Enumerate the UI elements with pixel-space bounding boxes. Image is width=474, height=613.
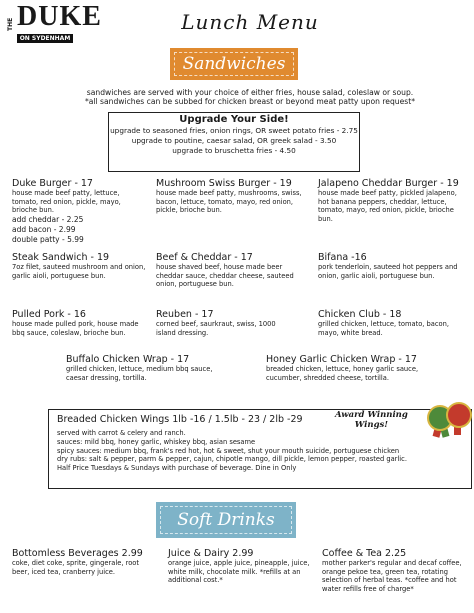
upgrade-heading: Upgrade Your Side! bbox=[179, 114, 289, 125]
drink-name: Juice & Dairy 2.99 bbox=[168, 548, 254, 559]
upgrade-line-1: upgrade to seasoned fries, onion rings, OR sweet potato fries - 2.75 bbox=[110, 126, 358, 135]
item-description: breaded chicken, lettuce, honey garlic sauce, cucumber, shredded cheese, tortilla. bbox=[266, 365, 419, 382]
item-description: house made beef patty, lettuce, tomato, red onion, pickle, mayo, brioche bun. bbox=[12, 189, 121, 215]
item-description: grilled chicken, lettuce, tomato, bacon, mayo, white bread. bbox=[318, 320, 450, 337]
item-description: house made pulled pork, house made bbq sauce, coleslaw, brioche bun. bbox=[12, 320, 139, 337]
menu-item-reuben bbox=[156, 309, 276, 337]
award-line-1: Award Winning bbox=[335, 410, 408, 420]
item-extra-cheddar: add cheddar - 2.25 bbox=[12, 214, 84, 224]
wings-line-4: dry rubs: salt & pepper, parm & pepper, cajun, chipotle mango, dill pickle, lemon pepper, roasted garlic. bbox=[57, 455, 407, 464]
drink-description: orange juice, apple juice, pineapple, juice, white milk, chocolate milk. *refills at an additional cost.* bbox=[168, 559, 310, 585]
item-name: Beef & Cheddar - 17 bbox=[156, 252, 253, 263]
item-name: Steak Sandwich - 19 bbox=[12, 252, 110, 263]
menu-item-beef-cheddar bbox=[156, 252, 311, 289]
item-description: house made beef patty, pickled jalapeno, hot banana peppers, cheddar, lettuce, tomato, mayo, red onion, pickle, brioche bun. bbox=[318, 189, 457, 223]
wings-details bbox=[57, 429, 452, 473]
drink-description: mother parker's regular and decaf coffee, orange pekoe tea, green tea, rotating selection of herbal teas. *coffee and hot water refills free of charge* bbox=[322, 559, 462, 593]
drink-name: Bottomless Beverages 2.99 bbox=[12, 548, 143, 559]
item-name: Pulled Pork - 16 bbox=[12, 309, 86, 320]
item-description: house shaved beef, house made beer cheddar sauce, cheddar cheese, sauteed onion, portuguese bun. bbox=[156, 263, 294, 289]
menu-item-jalapeno-cheddar bbox=[318, 178, 468, 223]
item-description: 7oz filet, sauteed mushroom and onion, garlic aioli, portuguese bun. bbox=[12, 263, 146, 280]
item-description: house made beef patty, mushrooms, swiss, bacon, lettuce, tomato, mayo, red onion, pickle, brioche bun. bbox=[156, 189, 302, 215]
award-text bbox=[335, 410, 408, 430]
wings-line-5: Half Price Tuesdays & Sundays with purchase of beverage. Dine in Only bbox=[57, 464, 297, 473]
sandwiches-heading: Sandwiches bbox=[182, 54, 286, 74]
menu-item-pulled-pork bbox=[12, 309, 150, 337]
upgrade-line-2: upgrade to poutine, caesar salad, OR greek salad - 3.50 bbox=[131, 136, 337, 145]
drink-description: coke, diet coke, sprite, gingerale, root beer, iced tea, cranberry juice. bbox=[12, 559, 140, 576]
logo-subtitle: ON SYDENHAM bbox=[17, 34, 73, 43]
intro-line-1: sandwiches are served with your choice of either fries, house salad, coleslaw or soup. bbox=[86, 88, 414, 97]
drink-coffee-tea bbox=[322, 548, 470, 593]
page-title: Lunch Menu bbox=[181, 10, 319, 34]
item-name: Jalapeno Cheddar Burger - 19 bbox=[318, 178, 459, 189]
item-name: Chicken Club - 18 bbox=[318, 309, 402, 320]
logo-name: DUKE bbox=[17, 1, 102, 32]
upgrade-line-3: upgrade to bruschetta fries - 4.50 bbox=[172, 146, 296, 155]
logo-the: THE bbox=[7, 17, 14, 32]
soft-drinks-banner bbox=[156, 502, 296, 538]
sandwiches-banner bbox=[170, 48, 298, 80]
intro-line-2: *all sandwiches can be subbed for chicken breast or beyond meat patty upon request* bbox=[84, 97, 416, 106]
wings-line-2: sauces: mild bbq, honey garlic, whiskey bbq, asian sesame bbox=[57, 437, 256, 446]
item-extra-bacon: add bacon - 2.99 bbox=[12, 224, 76, 234]
drink-juice-dairy bbox=[168, 548, 313, 585]
wings-name: Breaded Chicken Wings 1lb -16 / 1.5lb - 23 / 2lb -29 bbox=[57, 414, 303, 425]
menu-item-duke-burger bbox=[12, 178, 147, 245]
item-name: Bifana -16 bbox=[318, 252, 367, 263]
item-extra-double: double patty - 5.99 bbox=[12, 234, 84, 244]
item-name: Mushroom Swiss Burger - 19 bbox=[156, 178, 292, 189]
wings-box bbox=[48, 409, 472, 489]
menu-item-honey-garlic-wrap bbox=[266, 354, 426, 382]
upgrade-box bbox=[108, 112, 360, 172]
drink-bottomless bbox=[12, 548, 152, 576]
intro-text bbox=[80, 88, 420, 106]
menu-item-buffalo-wrap bbox=[66, 354, 216, 382]
menu-item-chicken-club bbox=[318, 309, 458, 337]
award-line-2: Wings! bbox=[354, 420, 389, 430]
drink-name: Coffee & Tea 2.25 bbox=[322, 548, 407, 559]
menu-item-mushroom-swiss bbox=[156, 178, 306, 215]
item-description: pork tenderloin, sauteed hot peppers and onion, garlic aioli, portuguese bun. bbox=[318, 263, 458, 280]
item-name: Reuben - 17 bbox=[156, 309, 214, 320]
menu-item-steak-sandwich bbox=[12, 252, 147, 280]
soft-drinks-heading: Soft Drinks bbox=[177, 510, 275, 530]
item-name: Duke Burger - 17 bbox=[12, 178, 93, 189]
item-name: Buffalo Chicken Wrap - 17 bbox=[66, 354, 190, 365]
item-description: corned beef, saurkraut, swiss, 1000 island dressing. bbox=[156, 320, 276, 337]
menu-item-bifana bbox=[318, 252, 468, 280]
item-name: Honey Garlic Chicken Wrap - 17 bbox=[266, 354, 417, 365]
wings-line-3: spicy sauces: medium bbq, frank's red hot, hot & sweet, shut your mouth suicide, portuguese chicken bbox=[57, 446, 400, 455]
item-description: grilled chicken, lettuce, medium bbq sauce, caesar dressing, tortilla. bbox=[66, 365, 213, 382]
wings-line-1: served with carrot & celery and ranch. bbox=[57, 429, 186, 437]
